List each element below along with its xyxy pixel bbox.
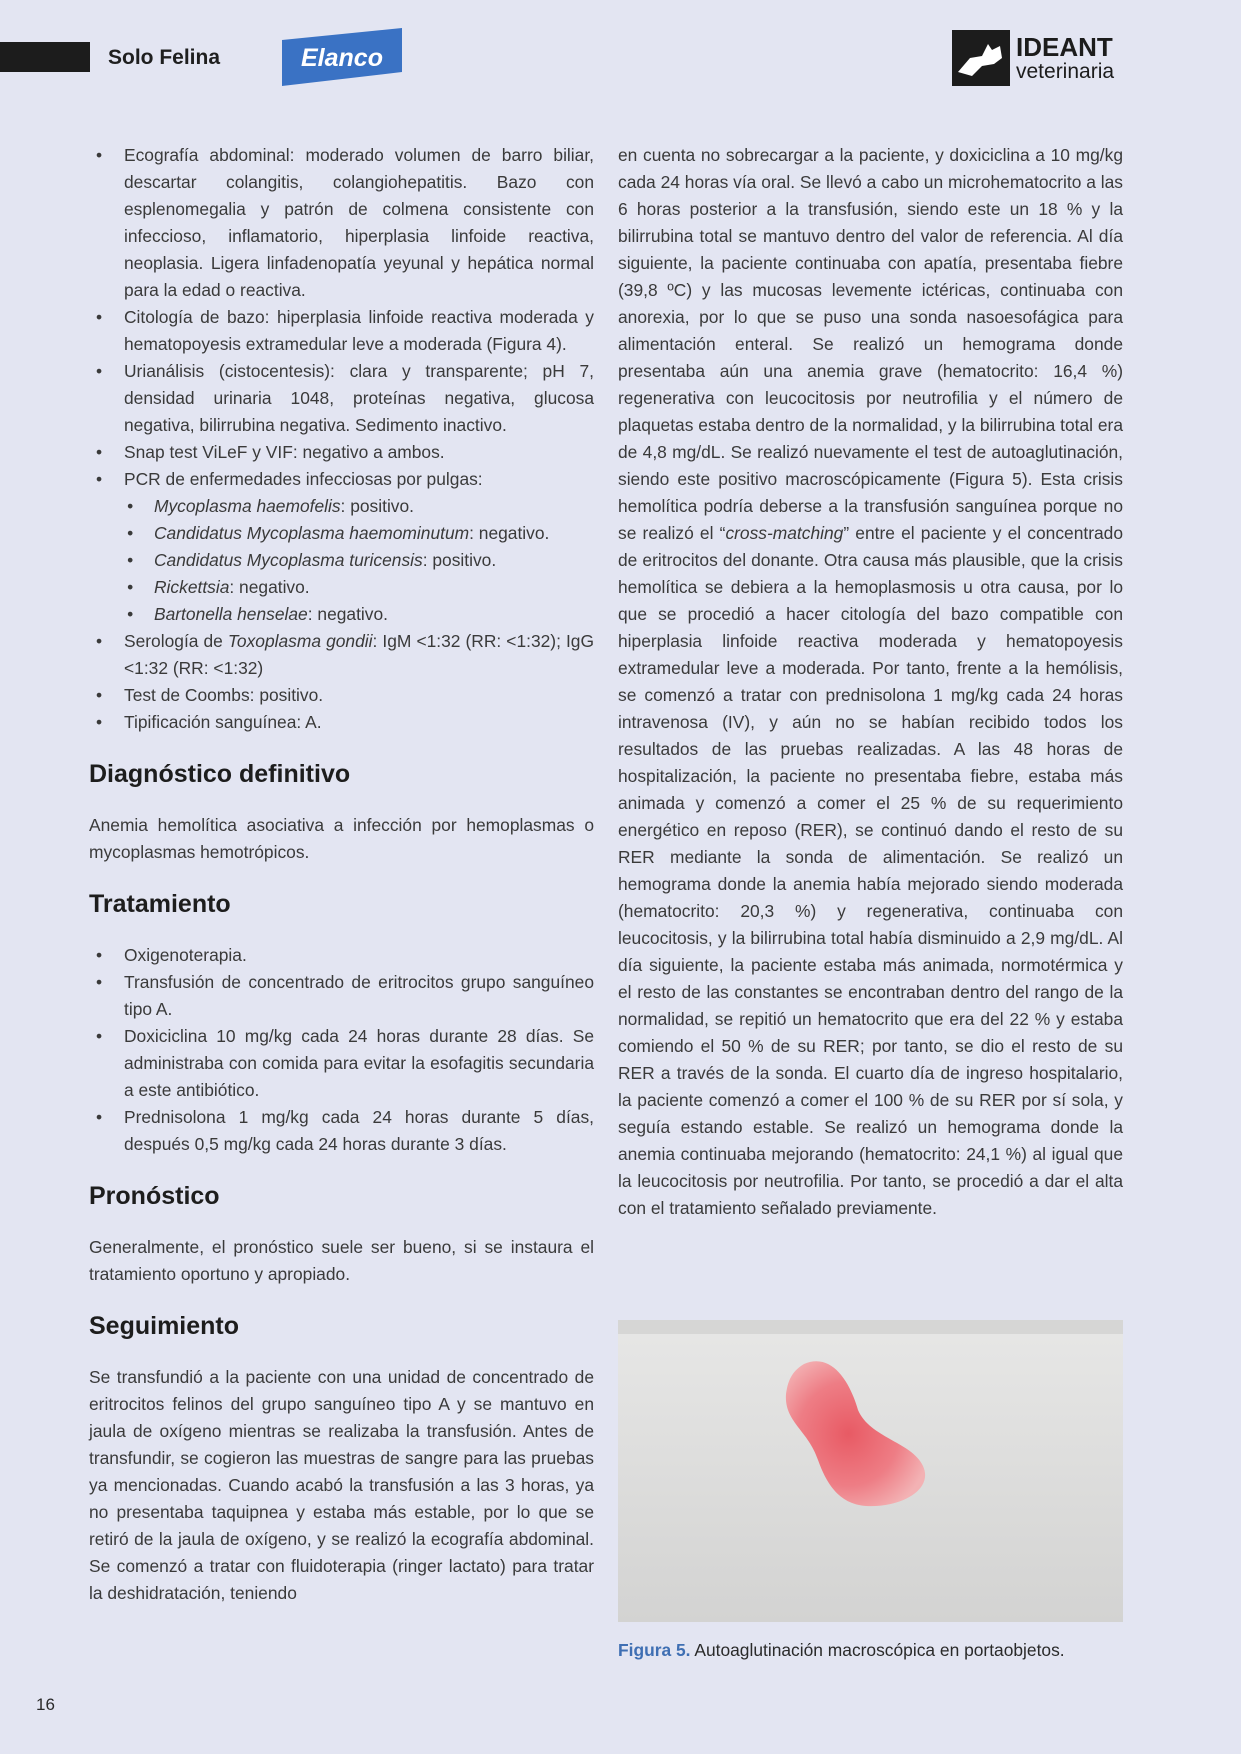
prognosis-section [89,1180,594,1288]
diagnosis-text: Anemia hemolítica asociativa a infección por hemoplasmas o mycoplasmas hemotrópicos. [89,815,594,862]
organism-name: Rickettsia [154,577,230,597]
list-item: • Tipificación sanguínea: A. [89,709,594,736]
organism-name: Bartonella henselae [154,604,308,624]
left-column [89,142,594,1607]
prognosis-text: Generalmente, el pronóstico suele ser bueno, si se instaura el tratamiento oportuno y apropiado. [89,1237,594,1284]
serology-prefix: Serología de [124,631,228,651]
elanco-logo [282,28,402,86]
header-bar [0,42,90,72]
ideant-logo [952,28,1128,88]
figure-label: Figura 5. [618,1640,691,1660]
organism-result: : negativo. [469,523,550,543]
list-item: • Prednisolona 1 mg/kg cada 24 horas durante 5 días, después 0,5 mg/kg cada 24 horas durante 3 días. [89,1104,594,1158]
text-segment: en cuenta no sobrecargar a la paciente, y doxiciclina a 10 mg/kg cada 24 horas vía oral. Se llevó a cabo un microhematocrito a las 6 horas posterior a la transfusión, siendo este un 18 % y la bilirrubina total se mantuvo dentro del valor de referencia. Al día siguiente, la paciente continuaba con apatía, presentaba fiebre (39,8 ºC) y las mucosas levemente ictéricas, continuaba con anorexia, por lo que se puso una sonda nasoesofágica para alimentación enteral. Se realizó un hemograma donde presentaba aún una anemia grave (hematocrito: 16,4 %) regenerativa con leucocitosis por neutrofilia y el número de plaquetas estaba dentro de la normalidad, y la bilirrubina total era de 4,8 mg/dL. Se realizó nuevamente el test de autoaglutinación, siendo este positivo macroscópicamente (Figura 5). Esta crisis hemolítica podría deberse a la transfusión sanguínea porque no se realizó el “ [618,145,1123,543]
right-column [618,142,1123,1222]
page-number: 16 [36,1695,55,1714]
list-item: • Transfusión de concentrado de eritrocitos grupo sanguíneo tipo A. [89,969,594,1023]
sub-list-item [124,601,594,628]
list-item: • Ecografía abdominal: moderado volumen de barro biliar, descartar colangitis, colangiohepatitis. Bazo con esplenomegalia y patrón de colmena consistente con infeccioso, inflamatorio, hiperplasia linfoide reactiva, neoplasia. Ligera linfadenopatía yeyunal y hepática normal para la edad o reactiva. [89,142,594,304]
diagnosis-section [89,758,594,866]
list-item [89,628,594,682]
organism-result: : positivo. [340,496,415,516]
section-title: Solo Felina [108,46,221,69]
treatment-heading: Tratamiento [89,890,231,918]
organism-result: : negativo. [307,604,388,624]
diagnosis-heading: Diagnóstico definitivo [89,760,351,788]
organism-name: Candidatus Mycoplasma turicensis [154,550,423,570]
sub-list-item [124,520,594,547]
treatment-section [89,888,594,1158]
sub-list-item [124,493,594,520]
caption-text: Autoaglutinación macroscópica en portaobjetos. [690,1640,1065,1660]
elanco-logo-text: Elanco [301,44,383,72]
figure-caption [618,1640,1065,1661]
text-segment: ” entre el paciente y el concentrado de eritrocitos del donante. Otra causa más plausible, que la crisis hemolítica se debiera a la hemoplasmosis u otra causa, por lo que se procedió a hacer citología del bazo compatible con hiperplasia linfoide reactiva moderada y hematopoyesis extramedular leve a moderada. Por tanto, frente a la hemólisis, se comenzó a tratar con prednisolona 1 mg/kg cada 24 horas intravenosa (IV), y aún no se habían recibido todos los resultados de las pruebas realizadas. A las 48 horas de hospitalización, la paciente no presentaba fiebre, estaba más animada y comenzó a comer el 25 % de su requerimiento energético en reposo (RER), se continuó dando el resto de su RER mediante la sonda de alimentación. Se realizó un hemograma donde la anemia había mejorado siendo moderada (hematocrito: 20,3 %) y regenerativa, continuaba con leucocitosis, y la bilirrubina total había disminuido a 2,9 mg/dL. Al día siguiente, la paciente estaba más animada, normotérmica y el resto de las constantes se encontraban dentro del rango de la normalidad, se repitió un hematocrito que era del 22 % y estaba comiendo el 50 % de su RER; por tanto, se dio el resto de su RER a través de la sonda. El cuarto día de ingreso hospitalario, la paciente comenzó a comer el 100 % de su RER por sí sola, y seguía estando estable. Se realizó un hemograma donde la anemia continuaba mejorando (hematocrito: 24,1 %) al igual que la leucocitosis por neutrofilia. Por tanto, se procedió a dar el alta con el tratamiento señalado previamente. [618,523,1124,1218]
list-item: • Oxigenoterapia. [89,942,594,969]
sub-list-item [124,547,594,574]
serology-organism: Toxoplasma gondii [227,631,373,651]
list-item: • Doxiciclina 10 mg/kg cada 24 horas durante 28 días. Se administraba con comida para evitar la esofagitis secundaria a este antibiótico. [89,1023,594,1104]
ideant-logo-subtitle: veterinaria [1016,60,1115,83]
followup-text: Se transfundió a la paciente con una unidad de concentrado de eritrocitos felinos del grupo sanguíneo tipo A y se mantuvo en jaula de oxígeno mientras se realizaba la transfusión. Antes de transfundir, se cogieron las muestras de sangre para las pruebas ya mencionadas. Cuando acabó la transfusión a las 3 horas, ya no presentaba taquipnea y estaba más estable, por lo que se retiró de la jaula de oxígeno, y se realizó la ecografía abdominal. Se comenzó a tratar con fluidoterapia (ringer lactato) para tratar la deshidratación, teniendo [89,1367,594,1603]
organism-result: : positivo. [422,550,497,570]
sub-list-item [124,574,594,601]
treatment-list [89,942,594,1158]
italic-term: cross-matching [725,523,844,543]
serology-result: : IgM <1:32 (RR: <1:32); IgG <1:32 (RR: <1:32) [124,631,595,678]
list-item [89,466,594,628]
organism-result: : negativo. [229,577,310,597]
pcr-sublist [124,493,594,628]
list-item: • Snap test ViLeF y VIF: negativo a ambos. [89,439,594,466]
ideant-logo-title: IDEANT [1016,32,1113,62]
followup-heading: Seguimiento [89,1312,240,1340]
results-list [89,142,594,736]
organism-name: Mycoplasma haemofelis [154,496,341,516]
figure-5-image [618,1320,1123,1622]
prognosis-heading: Pronóstico [89,1182,220,1210]
followup-section [89,1310,594,1607]
organism-name: Candidatus Mycoplasma haemominutum [154,523,470,543]
followup-continued-text [618,142,1123,1222]
list-item: • Urianálisis (cistocentesis): clara y transparente; pH 7, densidad urinaria 1048, proteínas negativa, glucosa negativa, bilirrubina negativa. Sedimento inactivo. [89,358,594,439]
list-item: • Citología de bazo: hiperplasia linfoide reactiva moderada y hematopoyesis extramedular leve a moderada (Figura 4). [89,304,594,358]
list-item: • Test de Coombs: positivo. [89,682,594,709]
pcr-heading: PCR de enfermedades infecciosas por pulgas: [124,469,483,489]
